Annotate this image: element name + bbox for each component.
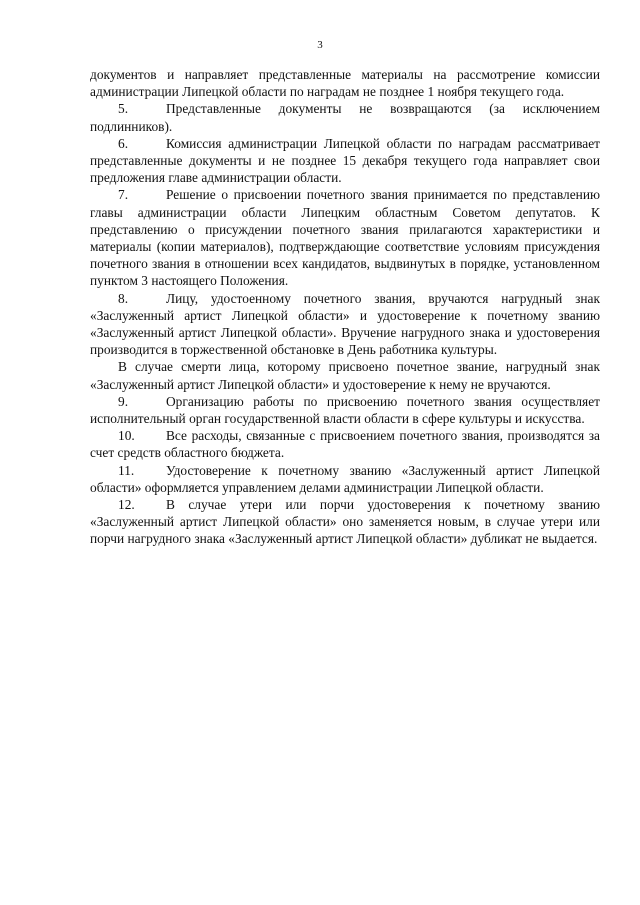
paragraph-11 [90,462,600,496]
paragraph-number: 10. [118,428,135,444]
paragraph-number: 7. [118,187,129,203]
paragraph-5 [90,100,600,134]
paragraph-number: 9. [118,393,129,409]
paragraph-12 [90,496,600,548]
paragraph-text: Лицу, удостоенному почетного звания, вручаются нагрудный знак «Заслуженный артист Липецкой области» и удостоверение к почетному званию «Заслуженный артист Липецкой области». Вручение нагрудного знака и удостоверения производится в торжественной обстановке в День работника культуры. [90,290,600,358]
page-number: 3 [317,39,323,51]
paragraph-number: 12. [118,497,135,513]
paragraph-text: Все расходы, связанные с присвоением почетного звания, производятся за счет средств областного бюджета. [90,428,600,461]
document-body [90,66,600,548]
paragraph-continuation [90,66,600,100]
paragraph-8 [90,290,600,359]
paragraph-9 [90,393,600,427]
paragraph-10 [90,427,600,461]
paragraph-8-continued [90,358,600,392]
paragraph-number: 6. [118,135,129,151]
paragraph-text: В случае смерти лица, которому присвоено почетное звание, нагрудный знак «Заслуженный артист Липецкой области» и удостоверение к нему не вручаются. [90,359,600,392]
paragraph-text: Удостоверение к почетному званию «Заслуженный артист Липецкой области» оформляется управлением делами администрации Липецкой области. [90,462,600,495]
paragraph-number: 5. [118,101,129,117]
paragraph-text: Комиссия администрации Липецкой области по наградам рассматривает представленные документы и не позднее 15 декабря текущего года направляет свои предложения главе администрации области. [90,135,600,186]
paragraph-text: В случае утери или порчи удостоверения к почетному званию «Заслуженный артист Липецкой области» оно заменяется новым, в случае утери или порчи нагрудного знака «Заслуженный артист Липецкой области» дубликат не выдается. [90,497,600,547]
paragraph-number: 11. [118,462,135,478]
paragraph-7 [90,186,600,289]
paragraph-text: Организацию работы по присвоению почетного звания осуществляет исполнительный орган государственной власти области в сфере культуры и искусства. [90,393,600,427]
paragraph-number: 8. [118,290,129,306]
paragraph-text: Решение о присвоении почетного звания принимается по представлению главы администрации области Липецким областным Советом депутатов. К представлению о присуждении почетного звания прилагаются характеристики и материалы (копии материалов), подтверждающие соответствие условиям присуждения почетного звания в отношении всех кандидатов, выдвинутых в порядке, установленном пунктом 3 настоящего Положения. [90,187,600,289]
paragraph-text: документов и направляет представленные материалы на рассмотрение комиссии администрации Липецкой области по наградам не позднее 1 ноября текущего года. [90,67,600,100]
paragraph-text: Представленные документы не возвращаются (за исключением подлинников). [90,101,600,134]
paragraph-6 [90,135,600,187]
